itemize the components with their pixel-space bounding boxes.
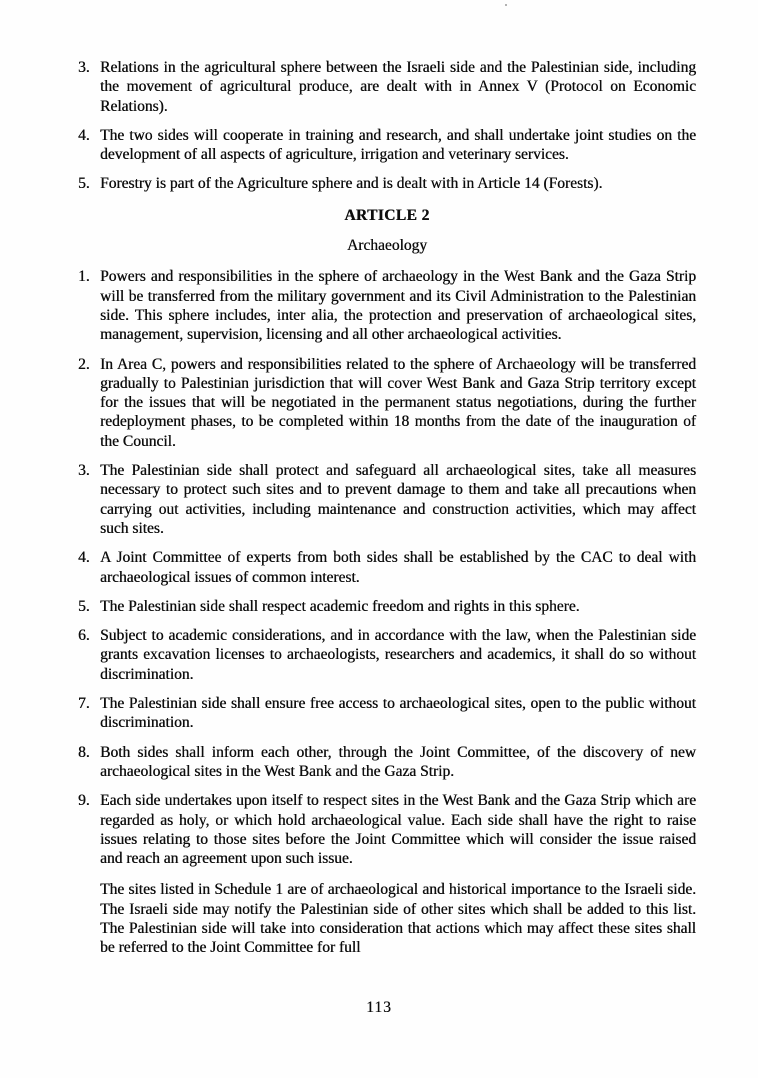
item-number: 8. [78,743,90,761]
page-content [78,58,696,958]
item-number: 5. [78,175,90,193]
numbered-item [78,597,696,616]
numbered-item [78,548,696,587]
item-number: 6. [78,627,90,645]
numbered-item [78,461,696,538]
item-number: 4. [78,549,90,567]
item-number: 4. [78,126,90,144]
item-text: Each side undertakes upon itself to respect sites in the West Bank and the Gaza Strip which are regarded as holy, or which hold archaeological value. Each side shall have the right to raise issues relating to those sites before the Joint Committee which will consider the issue raised and reach an agreement upon such issue. [100,792,696,868]
item-text: Subject to academic considerations, and in accordance with the law, when the Palestinian side grants excavation licenses to archaeologists, researchers and academics, it shall do so without discrimination. [100,627,696,683]
item-number: 3. [78,462,90,480]
item-text: A Joint Committee of experts from both sides shall be established by the CAC to deal with archaeological issues of common interest. [100,549,696,586]
item-text: The Palestinian side shall ensure free access to archaeological sites, open to the public without discrimination. [100,695,696,732]
numbered-item [78,791,696,868]
item-text: The Palestinian side shall respect academic freedom and rights in this sphere. [100,597,580,615]
numbered-item [78,355,696,451]
numbered-item [78,126,696,165]
item-text: Relations in the agricultural sphere between the Israeli side and the Palestinian side, including the movement of agricultural produce, are dealt with in Annex V (Protocol on Economic Relations). [100,59,696,115]
numbered-item [78,626,696,684]
continuation-text: The sites listed in Schedule 1 are of archaeological and historical importance to the Israeli side. The Israeli side may notify the Palestinian side of other sites which shall be added to this list. The Palestinian side will take into consideration that actions which may affect these sites shall be referred to the Joint Committee for full [100,881,696,957]
item-number: 1. [78,268,90,286]
continuation-paragraph [78,880,696,957]
section-archaeology-items [78,267,696,957]
item-text: Forestry is part of the Agriculture sphere and is dealt with in Article 14 (Forests). [100,175,603,193]
item-number: 9. [78,792,90,810]
numbered-item [78,743,696,782]
scan-speck [505,4,507,6]
numbered-item [78,694,696,733]
section-agriculture-items [78,58,696,194]
numbered-item [78,267,696,344]
numbered-item [78,174,696,193]
item-number: 2. [78,355,90,373]
item-number: 7. [78,695,90,713]
page-number: 113 [366,999,392,1016]
article-heading: ARTICLE 2 [344,206,430,224]
item-number: 5. [78,597,90,615]
numbered-item [78,58,696,116]
item-text: The Palestinian side shall protect and safeguard all archaeological sites, take all measures necessary to protect such sites and to prevent damage to them and take all precautions when carrying out activities, including maintenance and construction activities, which may affect such sites. [100,462,696,537]
item-text: Both sides shall inform each other, through the Joint Committee, of the discovery of new archaeological sites in the West Bank and the Gaza Strip. [100,743,696,780]
item-number: 3. [78,59,90,76]
item-text: In Area C, powers and responsibilities related to the sphere of Archaeology will be transferred gradually to Palestinian jurisdiction that will cover West Bank and Gaza Strip territory except for the issues that will be negotiated in the permanent status negotiations, during the further redeployment phases, to be completed within 18 months from the date of the inauguration of the Council. [100,355,696,450]
article-subheading: Archaeology [346,237,428,255]
item-text: Powers and responsibilities in the sphere of archaeology in the West Bank and the Gaza Strip will be transferred from the military government and its Civil Administration to the Palestinian side. This sphere includes, inter alia, the protection and preservation of archaeological sites, management, supervision, licensing and all other archaeological activities. [100,268,696,344]
item-text: The two sides will cooperate in training and research, and shall undertake joint studies on the development of all aspects of agriculture, irrigation and veterinary services. [100,126,696,164]
